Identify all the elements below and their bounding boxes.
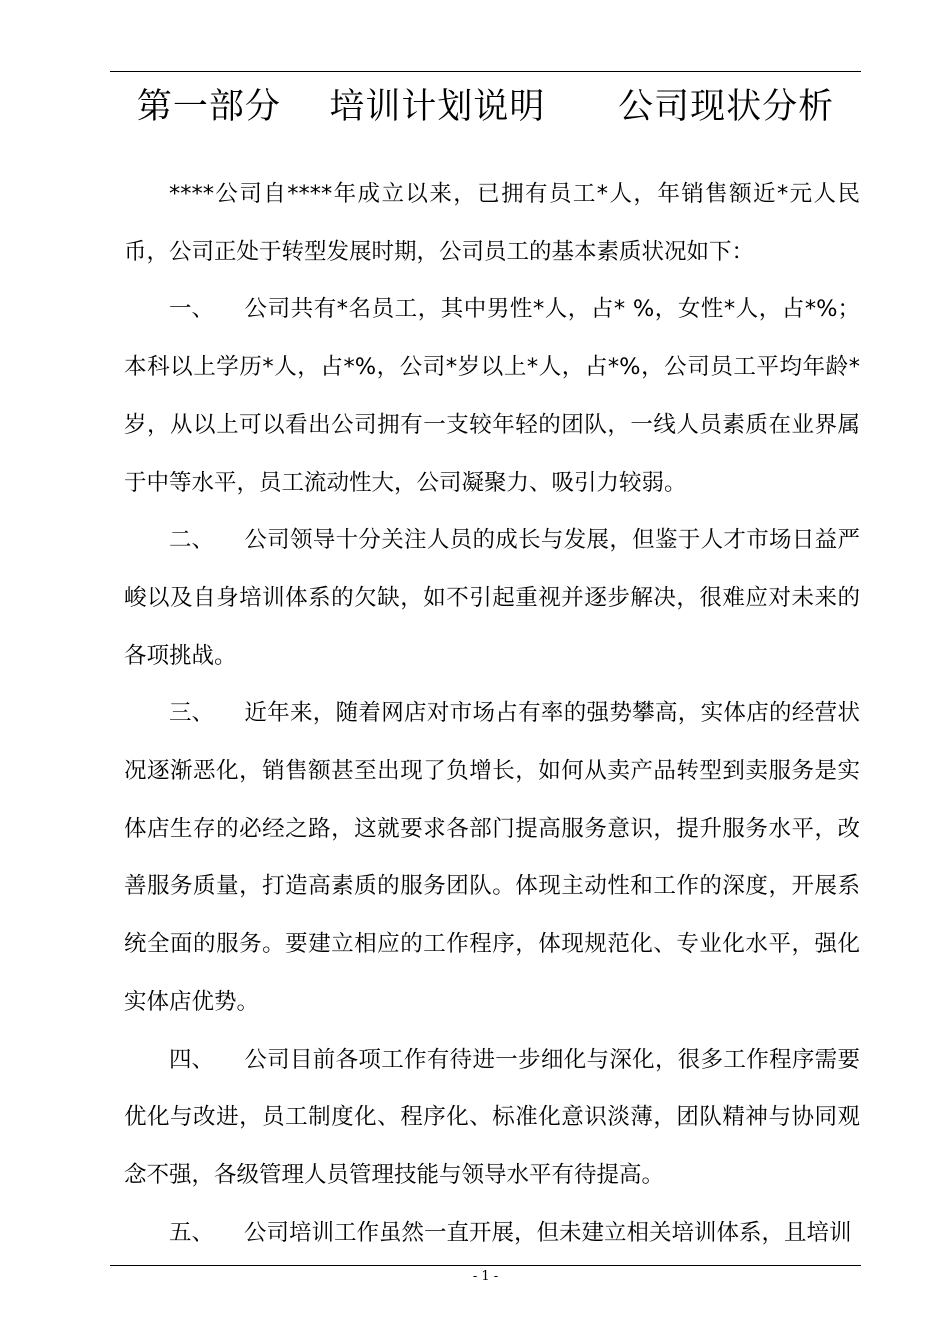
item-number: 一、 (169, 296, 215, 323)
list-item-2 (124, 512, 860, 685)
intro-paragraph: ****公司自****年成立以来，已拥有员工*人，年销售额近*元人民币，公司正处于转型发展时期，公司员工的基本素质状况如下： (124, 181, 860, 265)
item-number: 三、 (169, 700, 215, 727)
item-text: 公司共有*名员工，其中男性*人，占* %，女性*人，占*%；本科以上学历*人，占*%，公司*岁以上*人，占*%，公司员工平均年龄*岁，从以上可以看出公司拥有一支较年轻的团队，一线人员素质在业界属于中等水平，员工流动性大，公司凝聚力、吸引力较弱。 (124, 296, 860, 496)
item-text: 公司培训工作虽然一直开展，但未建立相关培训体系，且培训 (244, 1219, 852, 1246)
page-number: - 1 - (472, 1269, 499, 1284)
list-item-5 (124, 1205, 860, 1263)
footer-rule (110, 1265, 861, 1266)
item-text: 公司目前各项工作有待进一步细化与深化，很多工作程序需要优化与改进，员工制度化、程序化、标准化意识淡薄，团队精神与协同观念不强，各级管理人员管理技能与领导水平有待提高。 (124, 1046, 860, 1188)
item-text: 公司领导十分关注人员的成长与发展，但鉴于人才市场日益严峻以及自身培训体系的欠缺，如不引起重视并逐步解决，很难应对未来的各项挑战。 (124, 527, 860, 669)
item-text: 近年来，随着网店对市场占有率的强势攀高，实体店的经营状况逐渐恶化，销售额甚至出现了负增长，如何从卖产品转型到卖服务是实体店生存的必经之路，这就要求各部门提高服务意识，提升服务水平，改善服务质量，打造高素质的服务团队。体现主动性和工作的深度，开展系统全面的服务。要建立相应的工作程序，体现规范化、专业化水平，强化实体店优势。 (124, 700, 860, 1015)
list-item-1 (124, 281, 860, 512)
page-title: 第一部分 培训计划说明 公司现状分析 (136, 87, 835, 127)
list-item-3 (124, 685, 860, 1031)
item-number: 二、 (169, 527, 215, 554)
document-body (124, 166, 860, 1262)
list-item-4 (124, 1032, 860, 1205)
item-number: 四、 (169, 1046, 215, 1073)
item-number: 五、 (169, 1219, 215, 1246)
header-rule (110, 71, 861, 72)
